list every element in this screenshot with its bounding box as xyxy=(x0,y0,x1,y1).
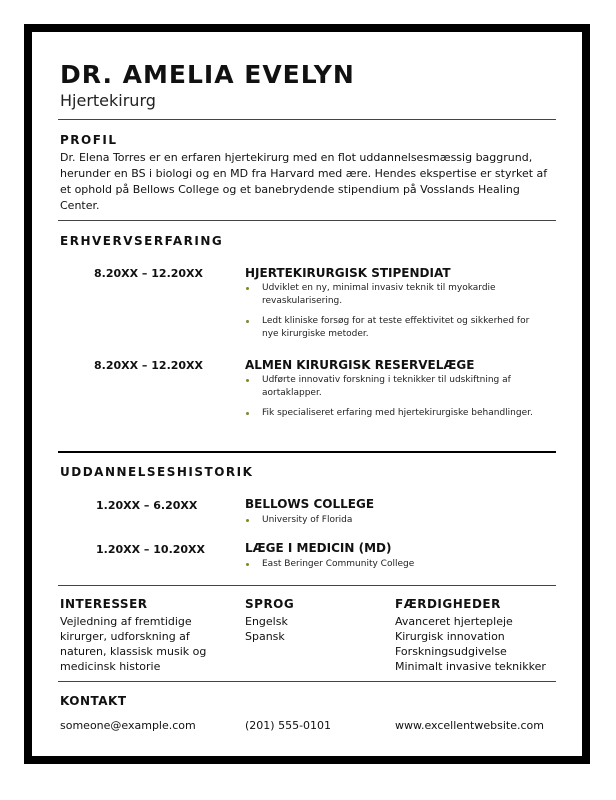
languages-heading: SPROG xyxy=(245,597,295,611)
header-divider xyxy=(58,119,556,120)
interests-line: kirurger, udforskning af xyxy=(60,630,190,643)
interests-list xyxy=(60,614,230,674)
experience-divider xyxy=(58,451,556,453)
education-dates: 1.20XX – 6.20XX xyxy=(96,499,198,512)
education-divider xyxy=(58,585,556,586)
education-detail: University of Florida xyxy=(245,514,545,527)
language-line: Engelsk xyxy=(245,615,288,628)
job-title: HJERTEKIRURGISK STIPENDIAT xyxy=(245,266,451,280)
job-dates: 8.20XX – 12.20XX xyxy=(94,267,204,280)
interests-line: Vejledning af fremtidige xyxy=(60,615,192,628)
skill-line: Kirurgisk innovation xyxy=(395,630,505,643)
education-heading: UDDANNELSESHISTORIK xyxy=(60,465,254,479)
education-details xyxy=(245,514,545,534)
education-details xyxy=(245,558,545,578)
job-bullet: Ledt kliniske forsøg for at teste effektivitet og sikkerhed for nye kirurgiske metoder. xyxy=(245,315,545,341)
job-bullet: Udviklet en ny, minimal invasiv teknik til myokardie revaskularisering. xyxy=(245,282,545,308)
education-title: LÆGE I MEDICIN (MD) xyxy=(245,541,392,555)
skills-list xyxy=(395,614,560,674)
contact-website: www.excellentwebsite.com xyxy=(395,719,544,732)
candidate-title: Hjertekirurg xyxy=(60,91,156,110)
education-dates: 1.20XX – 10.20XX xyxy=(96,543,206,556)
education-detail: East Beringer Community College xyxy=(245,558,545,571)
job-bullets xyxy=(245,374,545,427)
language-line: Spansk xyxy=(245,630,285,643)
skill-line: Avanceret hjertepleje xyxy=(395,615,513,628)
job-bullet: Udførte innovativ forskning i teknikker til udskiftning af aortaklapper. xyxy=(245,374,545,400)
contact-email: someone@example.com xyxy=(60,719,196,732)
profile-text: Dr. Elena Torres er en erfaren hjertekirurg med en flot uddannelsesmæssig baggrund, herunder en BS i biologi og en MD fra Harvard med ære. Hendes ekspertise er styrket af et ophold på Bellows College og et banebrydende stipendium på Vosslands Healing Center. xyxy=(60,151,548,212)
skills-heading: FÆRDIGHEDER xyxy=(395,597,501,611)
contact-phone: (201) 555-0101 xyxy=(245,719,332,732)
job-bullets xyxy=(245,282,545,348)
skills-divider xyxy=(58,681,556,682)
job-title: ALMEN KIRURGISK RESERVELÆGE xyxy=(245,358,475,372)
job-bullet: Fik specialiseret erfaring med hjertekirurgiske behandlinger. xyxy=(245,407,545,420)
interests-line: naturen, klassisk musik og xyxy=(60,645,207,658)
candidate-name: DR. AMELIA EVELYN xyxy=(60,60,355,89)
job-dates: 8.20XX – 12.20XX xyxy=(94,359,204,372)
interests-line: medicinsk historie xyxy=(60,660,161,673)
profile-heading: PROFIL xyxy=(60,133,118,147)
skill-line: Forskningsudgivelse xyxy=(395,645,507,658)
education-title: BELLOWS COLLEGE xyxy=(245,497,375,511)
languages-list xyxy=(245,614,385,644)
profile-divider xyxy=(58,220,556,221)
skill-line: Minimalt invasive teknikker xyxy=(395,660,546,673)
interests-heading: INTERESSER xyxy=(60,597,148,611)
resume-page xyxy=(24,24,590,764)
experience-heading: ERHVERVSERFARING xyxy=(60,234,224,248)
contact-heading: KONTAKT xyxy=(60,694,127,708)
